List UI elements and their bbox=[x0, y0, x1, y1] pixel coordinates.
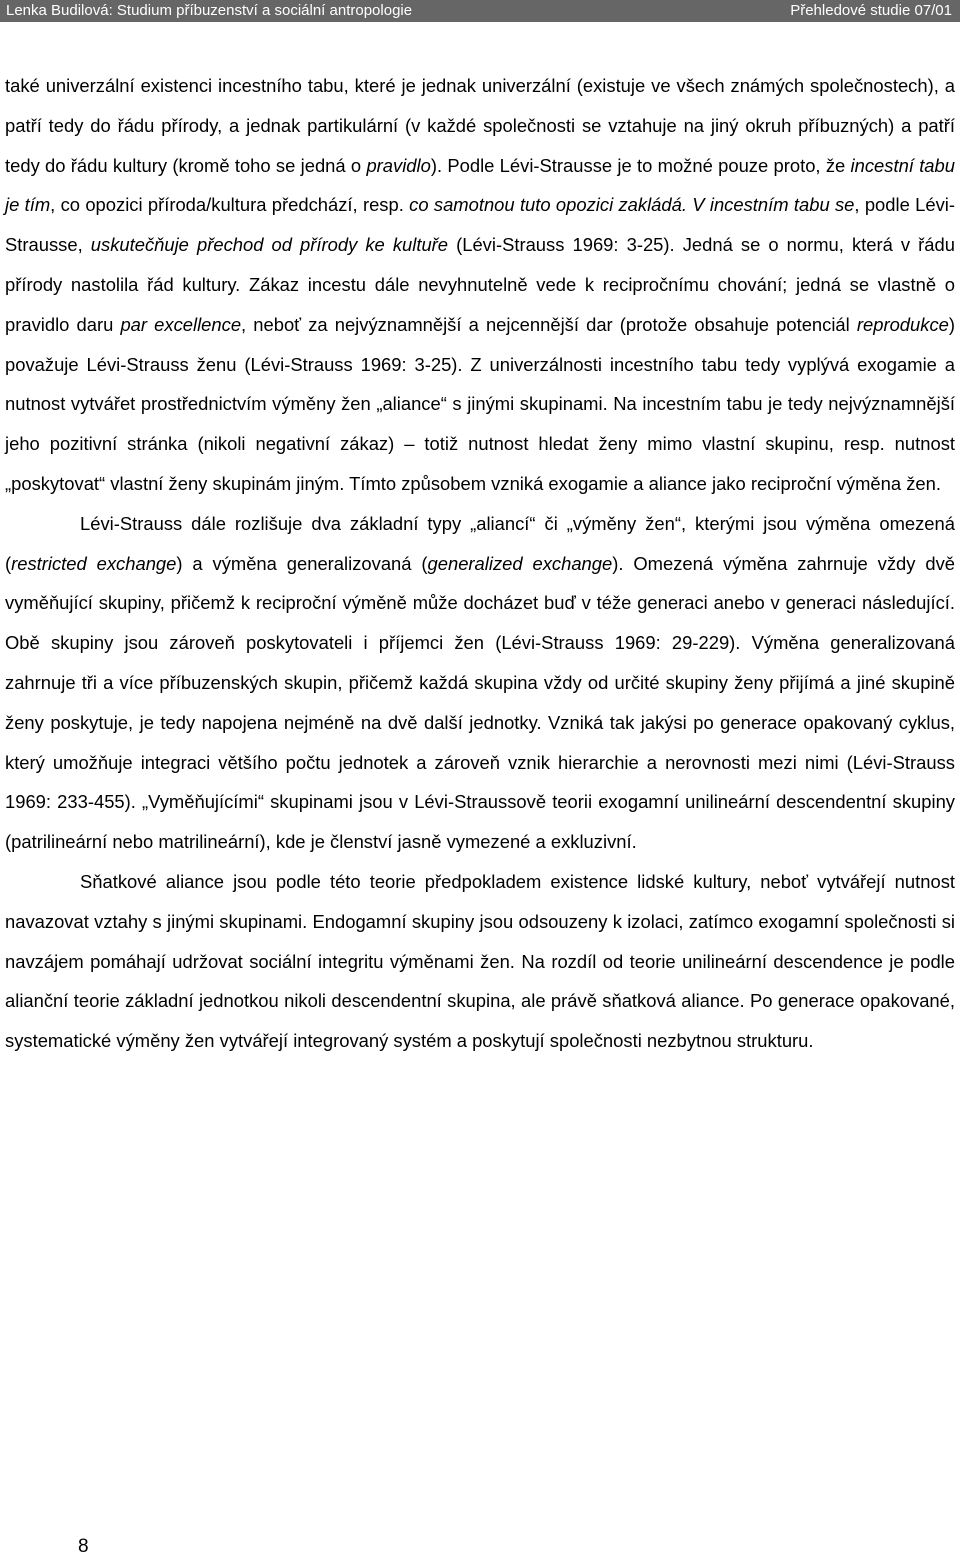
italic-segment: pravidlo bbox=[366, 154, 431, 176]
paragraph bbox=[5, 66, 955, 504]
header-author-title: Lenka Budilová: Studium příbuzenství a sociální antropologie bbox=[6, 2, 413, 19]
header-series: Přehledové studie 07/01 bbox=[790, 2, 952, 19]
paragraph bbox=[5, 504, 955, 862]
page-number: 8 bbox=[78, 1536, 89, 1557]
text-segment: Lévi-Strauss dále rozlišuje dva základní typy „aliancí“ či „výměny žen“, kterými jsou výměna omezená ( bbox=[5, 512, 955, 574]
body-text bbox=[5, 66, 955, 1061]
italic-segment: restricted exchange bbox=[11, 552, 177, 574]
text-segment: , neboť za nejvýznamnější a nejcennější dar (protože obsahuje potenciál bbox=[241, 313, 857, 335]
italic-segment: co samotnou tuto opozici zakládá. bbox=[409, 194, 687, 216]
text-segment: ) považuje Lévi-Strauss ženu (Lévi-Strauss 1969: 3-25). Z univerzálnosti incestního tabu tedy vyplývá exogamie a nutnost vytvářet prostřednictvím výměny žen „aliance“ s jinými skupinami. Na incestním tabu je tedy nejvýznamnější jeho pozitivní stránka (nikoli negativní zákaz) – totiž nutnost hledat ženy mimo vlastní skupinu, resp. nutnost „poskytovat“ vlastní ženy skupinám jiným. Tímto způsobem vzniká exogamie a aliance jako reciproční výměna žen. bbox=[5, 313, 956, 494]
paragraph bbox=[5, 862, 955, 1061]
text-segment: ) a výměna generalizovaná ( bbox=[176, 552, 428, 574]
italic-segment: V incestním tabu se bbox=[692, 194, 855, 216]
text-segment: , podle Lévi-Strausse, bbox=[5, 194, 955, 256]
text-segment: ). Podle Lévi-Strausse je to možné pouze proto, že bbox=[430, 154, 851, 176]
text-segment: , co opozici příroda/kultura předchází, resp. bbox=[50, 194, 410, 216]
italic-segment: uskutečňuje přechod od přírody ke kultuře bbox=[90, 234, 449, 256]
italic-segment: generalized exchange bbox=[427, 552, 613, 574]
italic-segment: incestní tabu je tím bbox=[5, 154, 955, 216]
text-segment: Sňatkové aliance jsou podle této teorie předpokladem existence lidské kultury, neboť vytvářejí nutnost navazovat vztahy s jinými skupinami. Endogamní skupiny jsou odsouzeny k izolaci, zatímco exogamní společnosti si navzájem pomáhají udržovat sociální integritu výměnami žen. Na rozdíl od teorie unilineární descendence je podle alianční teorie základní jednotkou nikoli descendentní skupina, ale právě sňatková aliance. Po generace opakované, systematické výměny žen vytvářejí integrovaný systém a poskytují společnosti nezbytnou strukturu. bbox=[5, 870, 955, 1052]
text-segment: (Lévi-Strauss 1969: 3-25). Jedná se o normu, která v řádu přírody nastolila řád kultury. Zákaz incestu dále nevyhnutelně vede k recipročnímu chování; jedná se vlastně o pravidlo daru bbox=[5, 234, 955, 335]
italic-segment: par excellence bbox=[120, 313, 242, 335]
text-segment: ). Omezená výměna zahrnuje vždy dvě vyměňující skupiny, přičemž k reciproční výměně může docházet buď v téže generaci anebo v generaci následující. Obě skupiny jsou zároveň poskytovateli i příjemci žen (Lévi-Strauss 1969: 29-229). Výměna generalizovaná zahrnuje tři a více příbuzenských skupin, přičemž každá skupina vždy od určité skupiny ženy přijímá a jiné skupině ženy poskytuje, je tedy napojena nejméně na dvě další jednotky. Vzniká tak jakýsi po generace opakovaný cyklus, který umožňuje integraci většího počtu jednotek a zároveň vznik hierarchie a nerovnosti mezi nimi (Lévi-Strauss 1969: 233-455). „Vyměňujícími“ skupinami jsou v Lévi-Straussově teorii exogamní unilineární descendentní skupiny (patrilineární nebo matrilineární), kde je členství jasně vymezené a exkluzivní. bbox=[5, 552, 955, 853]
page-header bbox=[0, 0, 960, 22]
italic-segment: reprodukce bbox=[856, 313, 949, 335]
text-segment: také univerzální existenci incestního tabu, které je jednak univerzální (existuje ve všech známých společnostech), a patří tedy do řádu přírody, a jednak partikulární (v každé společnosti se vztahuje na jiný okruh příbuzných) a patří tedy do řádu kultury (kromě toho se jedná o bbox=[5, 75, 955, 176]
